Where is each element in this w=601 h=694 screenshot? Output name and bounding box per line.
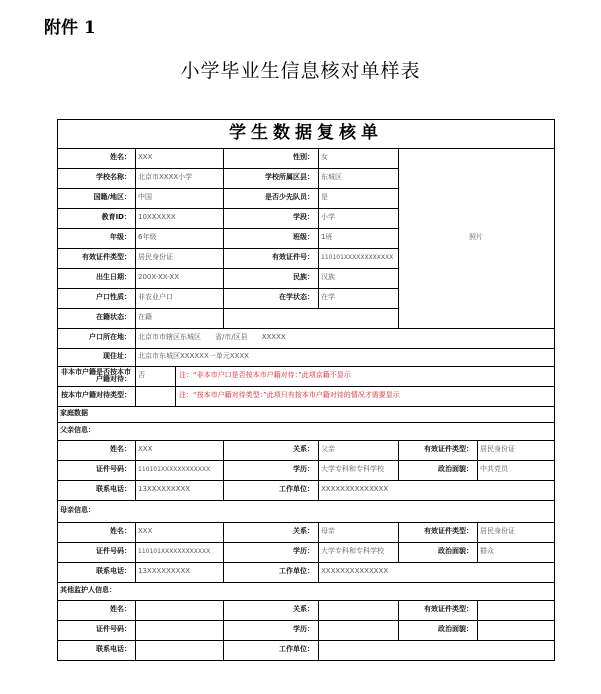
document-title: 小学毕业生信息核对单样表	[180, 60, 421, 82]
guardian-education-value	[318, 620, 398, 640]
pioneer-value: 是	[321, 193, 328, 202]
guardian-work-label: 工作单位：	[279, 645, 314, 654]
residence-label: 户口所在地：	[89, 333, 131, 342]
grid-line	[58, 620, 554, 621]
father-education-label: 学历：	[293, 465, 314, 474]
grid-line	[477, 600, 478, 640]
nonlocal-value: 否	[138, 371, 145, 380]
grid-line	[318, 440, 319, 500]
class-label: 班级：	[293, 233, 314, 242]
mother-work-value: XXXXXXXXXXXXXX	[321, 567, 389, 576]
student-idno-label: 有效证件号：	[272, 253, 314, 262]
education-id-label: 教育ID：	[101, 213, 131, 222]
mother-work-label: 工作单位：	[279, 567, 314, 576]
grid-line	[223, 522, 224, 582]
student-idno-value: 110101XXXXXXXXXXXX	[321, 253, 394, 261]
student-name-label: 姓名：	[110, 153, 131, 162]
grid-line	[58, 500, 554, 501]
father-political-label: 政治面貌：	[438, 465, 473, 474]
nationality-label: 国籍/地区：	[93, 193, 131, 202]
treatment-type-label: 按本市户籍对待类型：	[61, 391, 131, 400]
grid-line	[58, 268, 398, 269]
pioneer-label: 是否少先队员：	[265, 193, 314, 202]
mother-name-label: 姓名：	[110, 527, 131, 536]
guardian-relation-label: 关系：	[293, 605, 314, 614]
grid-line	[477, 522, 478, 562]
grid-line	[58, 600, 554, 601]
father-education-value: 大学专科和专科学校	[321, 465, 384, 474]
guardian-idtype-label: 有效证件类型：	[424, 605, 473, 614]
father-work-label: 工作单位：	[279, 485, 314, 494]
grid-line	[58, 288, 398, 289]
guardian-political-label: 政治面貌：	[438, 625, 473, 634]
address-value: 北京市东城区XXXXXX一单元XXXX	[138, 352, 249, 361]
grid-line	[135, 440, 136, 500]
grid-line	[58, 208, 398, 209]
father-idno-label: 证件号码：	[96, 465, 131, 474]
father-work-value: XXXXXXXXXXXXXX	[321, 485, 389, 494]
school-district-value: 东城区	[321, 173, 342, 182]
grid-line	[223, 600, 224, 660]
school-name-value: 北京市XXXX小学	[138, 173, 193, 182]
guardian-heading: 其他监护人信息：	[60, 586, 116, 595]
grid-line	[175, 366, 176, 406]
mother-idtype-value: 居民身份证	[480, 527, 515, 536]
mother-phone-value: 13XXXXXXXXX	[138, 567, 191, 576]
mother-education-label: 学历：	[293, 547, 314, 556]
student-gender-value: 女	[321, 153, 328, 162]
grid-line	[398, 440, 399, 480]
guardian-idno-value	[135, 620, 223, 640]
father-idtype-label: 有效证件类型：	[424, 445, 473, 454]
grid-line	[58, 386, 554, 387]
student-data-review-form	[57, 119, 555, 661]
grade-value: 6年级	[138, 233, 157, 242]
father-phone-value: 13XXXXXXXXX	[138, 485, 191, 494]
hukou-type-value: 非农业户口	[138, 293, 173, 302]
grid-line	[58, 148, 554, 149]
grid-line	[58, 480, 554, 481]
grid-line	[58, 440, 554, 441]
grid-line	[135, 522, 136, 582]
guardian-idno-label: 证件号码：	[96, 625, 131, 634]
grid-line	[58, 406, 554, 407]
study-status-value: 在学	[321, 293, 335, 302]
treatment-type-value	[135, 386, 175, 406]
nationality-value: 中国	[138, 193, 152, 202]
grid-line	[58, 248, 398, 249]
school-name-label: 学校名称：	[96, 173, 131, 182]
birth-date-value: 200X-XX-XX	[138, 273, 179, 282]
ethnicity-label: 民族：	[293, 273, 314, 282]
grid-line	[223, 440, 224, 500]
father-phone-label: 联系电话：	[96, 485, 131, 494]
grid-line	[318, 522, 319, 582]
grid-line	[318, 148, 319, 308]
grid-line	[58, 522, 554, 523]
grid-line	[58, 328, 554, 329]
grid-line	[398, 600, 399, 640]
mother-name-value: XXX	[138, 527, 153, 536]
grid-line	[58, 188, 398, 189]
mother-relation-value: 母亲	[321, 527, 335, 536]
enrollment-status-value: 在籍	[138, 313, 152, 322]
grid-line	[58, 308, 398, 309]
ethnicity-value: 汉族	[321, 273, 335, 282]
grid-line	[58, 582, 554, 583]
guardian-idtype-value	[477, 600, 554, 620]
grid-line	[58, 366, 554, 367]
grid-line	[223, 148, 224, 328]
guardian-phone-label: 联系电话：	[96, 645, 131, 654]
grade-label: 年级：	[110, 233, 131, 242]
father-political-value: 中共党员	[480, 465, 508, 474]
class-value: 1班	[321, 233, 333, 242]
mother-idtype-label: 有效证件类型：	[424, 527, 473, 536]
father-idtype-value: 居民身份证	[480, 445, 515, 454]
residence-value: 北京市市辖区东城区 省/市/区县 XXXXX	[138, 333, 286, 342]
student-name-value: XXX	[138, 153, 153, 162]
grid-line	[398, 148, 399, 328]
grid-line	[477, 440, 478, 480]
family-data-heading: 家庭数据	[60, 409, 88, 418]
grid-line	[318, 600, 319, 660]
mother-education-value: 大学专科和专科学校	[321, 547, 384, 556]
student-idtype-value: 居民身份证	[138, 253, 173, 262]
photo-placeholder: 照片	[469, 233, 483, 242]
grid-line	[58, 348, 554, 349]
grid-line	[58, 228, 398, 229]
grid-line	[58, 562, 554, 563]
guardian-work-value	[318, 640, 554, 660]
address-label: 现住址：	[103, 352, 131, 361]
form-title: 学生数据复核单	[229, 123, 383, 144]
father-heading: 父亲信息：	[60, 426, 95, 435]
father-idno-value: 110101XXXXXXXXXXXX	[138, 465, 211, 473]
school-section-value: 小学	[321, 213, 335, 222]
treatment-type-note: 注：“按本市户籍对待类型：”此项只有按本市户籍对待的情况才需要显示	[179, 391, 400, 400]
grid-line	[58, 460, 554, 461]
grid-line	[135, 600, 136, 660]
guardian-name-label: 姓名：	[110, 605, 131, 614]
nonlocal-label: 非本市户籍是否按本市户籍对待：	[61, 367, 131, 383]
father-relation-label: 关系：	[293, 445, 314, 454]
grid-line	[135, 148, 136, 406]
mother-political-value: 群众	[480, 547, 494, 556]
guardian-education-label: 学历：	[293, 625, 314, 634]
mother-relation-label: 关系：	[293, 527, 314, 536]
father-name-label: 姓名：	[110, 445, 131, 454]
guardian-name-value	[135, 600, 223, 620]
school-section-label: 学段：	[293, 213, 314, 222]
mother-idno-value: 110101XXXXXXXXXXXX	[138, 547, 211, 555]
grid-line	[398, 522, 399, 562]
grid-line	[58, 640, 554, 641]
mother-idno-label: 证件号码：	[96, 547, 131, 556]
grid-line	[58, 168, 398, 169]
attachment-label: 附件 1	[44, 18, 96, 38]
guardian-phone-value	[135, 640, 223, 660]
study-status-label: 在学状态：	[279, 293, 314, 302]
guardian-relation-value	[318, 600, 398, 620]
mother-phone-label: 联系电话：	[96, 567, 131, 576]
mother-heading: 母亲信息：	[60, 506, 95, 515]
birth-date-label: 出生日期：	[96, 273, 131, 282]
grid-line	[58, 422, 554, 423]
hukou-type-label: 户口性质：	[96, 293, 131, 302]
student-gender-label: 性别：	[293, 153, 314, 162]
father-name-value: XXX	[138, 445, 153, 454]
enrollment-status-label: 在籍状态：	[96, 313, 131, 322]
father-relation-value: 父亲	[321, 445, 335, 454]
school-district-label: 学校所属区县：	[265, 173, 314, 182]
education-id-value: 10XXXXXX	[138, 213, 176, 222]
nonlocal-note: 注：“非本市户口是否按本市户籍对待：”此项京籍不显示	[179, 371, 351, 380]
guardian-political-value	[477, 620, 554, 640]
student-idtype-label: 有效证件类型：	[82, 253, 131, 262]
mother-political-label: 政治面貌：	[438, 547, 473, 556]
grid-line	[58, 542, 554, 543]
